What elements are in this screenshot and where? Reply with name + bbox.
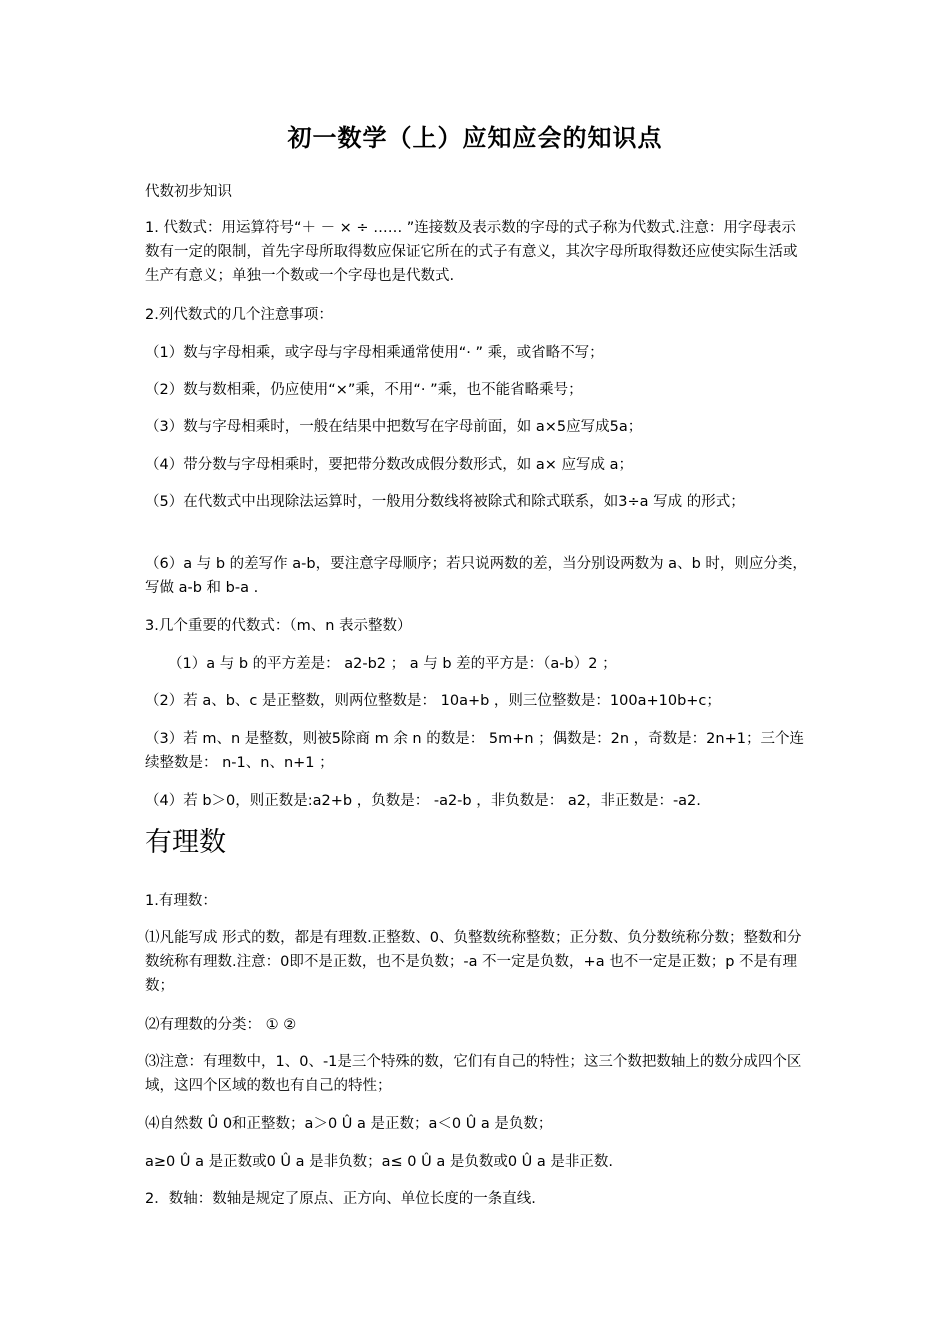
paragraph: ⑵有理数的分类： ① ② bbox=[145, 1017, 297, 1033]
paragraph: （5）在代数式中出现除法运算时，一般用分数线将被除式和除式联系，如3÷a 写成 的形式； bbox=[145, 494, 745, 510]
paragraph: （4）带分数与字母相乘时，要把带分数改成假分数形式，如 a× 应写成 a； bbox=[145, 457, 633, 473]
paragraph: 3.几个重要的代数式：（m、n 表示整数） bbox=[145, 618, 412, 634]
paragraph: （2）数与数相乘，仍应使用“×”乘，不用“· ”乘，也不能省略乘号； bbox=[145, 382, 583, 398]
paragraph: 2．数轴：数轴是规定了原点、正方向、单位长度的一条直线. bbox=[145, 1191, 536, 1207]
paragraph: ⑶注意：有理数中，1、0、-1是三个特殊的数，它们有自己的特性；这三个数把数轴上的数分成四个区域，这四个区域的数也有自己的特性； bbox=[145, 1054, 802, 1094]
paragraph: （1）a 与 b 的平方差是： a2-b2 ； a 与 b 差的平方是：（a-b）2 ； bbox=[168, 656, 617, 672]
paragraph: （4）若 b＞0，则正数是:a2+b ，负数是： -a2-b ，非负数是： a2，非正数是：-a2. bbox=[145, 793, 701, 809]
paragraph: 2.列代数式的几个注意事项： bbox=[145, 307, 333, 323]
paragraph: 1. 代数式：用运算符号“＋ － × ÷ …… ”连接数及表示数的字母的式子称为代数式.注意：用字母表示数有一定的限制，首先字母所取得数应保证它所在的式子有意义，其次字母所取得数还应使实际生活或生产有意义；单独一个数或一个字母也是代数式. bbox=[145, 220, 798, 284]
paragraph: （2）若 a、b、c 是正整数，则两位整数是： 10a+b ，则三位整数是：100a+10b+c； bbox=[145, 693, 721, 709]
paragraph: ⑷自然数 Û 0和正整数；a＞0 Û a 是正数；a＜0 Û a 是负数； bbox=[145, 1116, 553, 1132]
section-heading-algebra: 代数初步知识 bbox=[145, 184, 232, 200]
paragraph: （1）数与字母相乘，或字母与字母相乘通常使用“· ” 乘，或省略不写； bbox=[145, 345, 604, 361]
paragraph: （6）a 与 b 的差写作 a-b，要注意字母顺序；若只说两数的差，当分别设两数为 a、b 时，则应分类，写做 a-b 和 b-a . bbox=[145, 556, 807, 596]
paragraph: 1.有理数： bbox=[145, 893, 217, 909]
paragraph: （3）若 m、n 是整数，则被5除商 m 余 n 的数是： 5m+n ；偶数是：2n ，奇数是：2n+1；三个连续整数是： n-1、n、n+1 ； bbox=[145, 731, 804, 771]
paragraph: （3）数与字母相乘时，一般在结果中把数写在字母前面，如 a×5应写成5a； bbox=[145, 419, 643, 435]
document-title: 初一数学（上）应知应会的知识点 bbox=[287, 124, 663, 152]
paragraph: ⑴凡能写成 形式的数，都是有理数.正整数、0、负整数统称整数；正分数、负分数统称分数；整数和分数统称有理数.注意：0即不是正数，也不是负数；-a 不一定是负数，+a 也不一定是正数；p 不是有理数； bbox=[145, 930, 802, 994]
section-heading-rational: 有理数 bbox=[145, 827, 226, 858]
paragraph: a≥0 Û a 是正数或0 Û a 是非负数；a≤ 0 Û a 是负数或0 Û a 是非正数. bbox=[145, 1154, 613, 1170]
